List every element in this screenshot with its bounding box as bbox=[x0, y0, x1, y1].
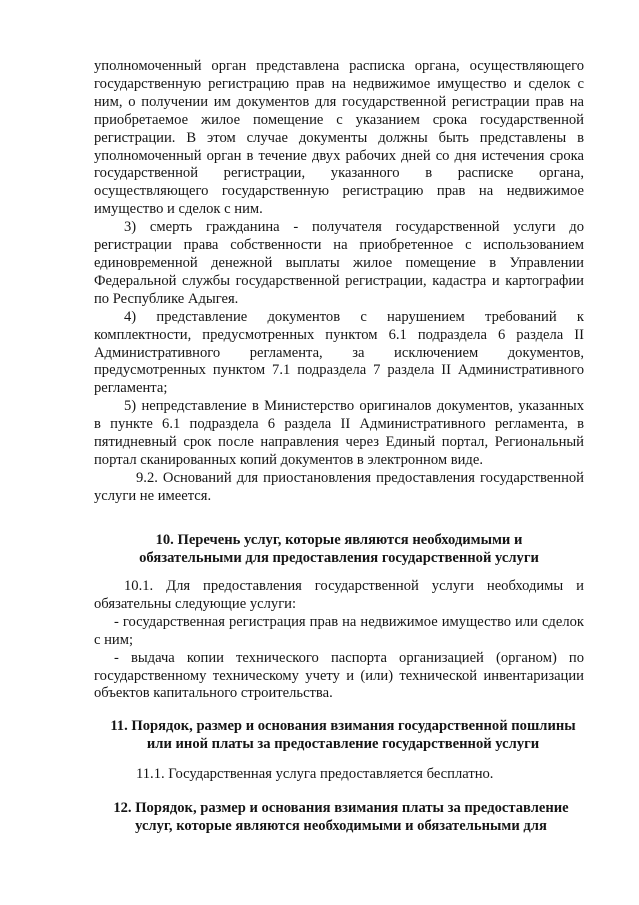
paragraph-item-3-death: 3) смерть гражданина - получателя государственной услуги до регистрации права собственности на приобретенное с использованием единовременной денежной выплаты жилое помещение в Управлении Федеральной службы государственной регистрации, кадастра и картографии по Республике Адыгея. bbox=[94, 219, 584, 307]
section-10-heading bbox=[94, 531, 584, 567]
section-11-heading-line2: или иной платы за предоставление государственной услуги bbox=[146, 736, 540, 752]
paragraph-item-4-completeness: 4) представление документов с нарушением требований к комплектности, предусмотренных пунктом 6.1 подраздела 6 раздела II Административного регламента, за исключением документов, предусмотренных пунктом 7.1 подраздела 7 раздела II Административного регламента; bbox=[94, 308, 584, 397]
section-12-heading-line1: 12. Порядок, размер и основания взимания платы за предоставление bbox=[113, 800, 569, 816]
paragraph-10-1-item-registration: - государственная регистрация прав на недвижимое имущество или сделок с ним; bbox=[94, 613, 584, 648]
paragraph-9-2-suspension: 9.2. Оснований для приостановления предоставления государственной услуги не имеется. bbox=[94, 469, 584, 504]
section-12-heading-line2: услуг, которые являются необходимыми и обязательными для bbox=[135, 818, 547, 834]
body-text-9-1-continued bbox=[94, 58, 584, 506]
paragraph-item-5-originals: 5) непредставление в Министерство оригиналов документов, указанных в пункте 6.1 подраздела 6 раздела II Административного регламента, в пятидневный срок после направления через Единый портал, Региональный портал сканированных копий документов в электронном виде. bbox=[94, 398, 584, 468]
paragraph-11-1: 11.1. Государственная услуга предоставляется бесплатно. bbox=[136, 766, 494, 782]
section-11-heading bbox=[98, 717, 588, 753]
section-11-body bbox=[94, 766, 584, 784]
paragraph-10-1: 10.1. Для предоставления государственной услуги необходимы и обязательны следующие услуги: bbox=[94, 578, 584, 612]
section-10-body bbox=[94, 578, 584, 703]
paragraph-receipt-continued: уполномоченный орган представлена расписка органа, осуществляющего государственную регистрацию прав на недвижимое имущество и сделок с ним, о получении им документов для государственной регистрации прав на приобретаемое жилое помещение с указанием срока государственной регистрации. В этом случае документы должны быть представлены в уполномоченный орган в течение двух рабочих дней со дня истечения срока государственной регистрации, указанного в расписке органа, осуществляющего государственную регистрацию прав на недвижимое имущество и сделок с ним. bbox=[94, 58, 584, 218]
paragraph-10-1-item-passport: - выдача копии технического паспорта организацией (органом) по государственному техническому учету и (или) технической инвентаризации объектов капитального строительства. bbox=[94, 649, 584, 702]
section-10-heading-line2: обязательными для предоставления государственной услуги bbox=[139, 550, 539, 566]
section-12-heading bbox=[96, 799, 586, 835]
section-10-heading-line1: 10. Перечень услуг, которые являются необходимыми и bbox=[155, 532, 523, 548]
section-11-heading-line1: 11. Порядок, размер и основания взимания государственной пошлины bbox=[110, 718, 576, 734]
